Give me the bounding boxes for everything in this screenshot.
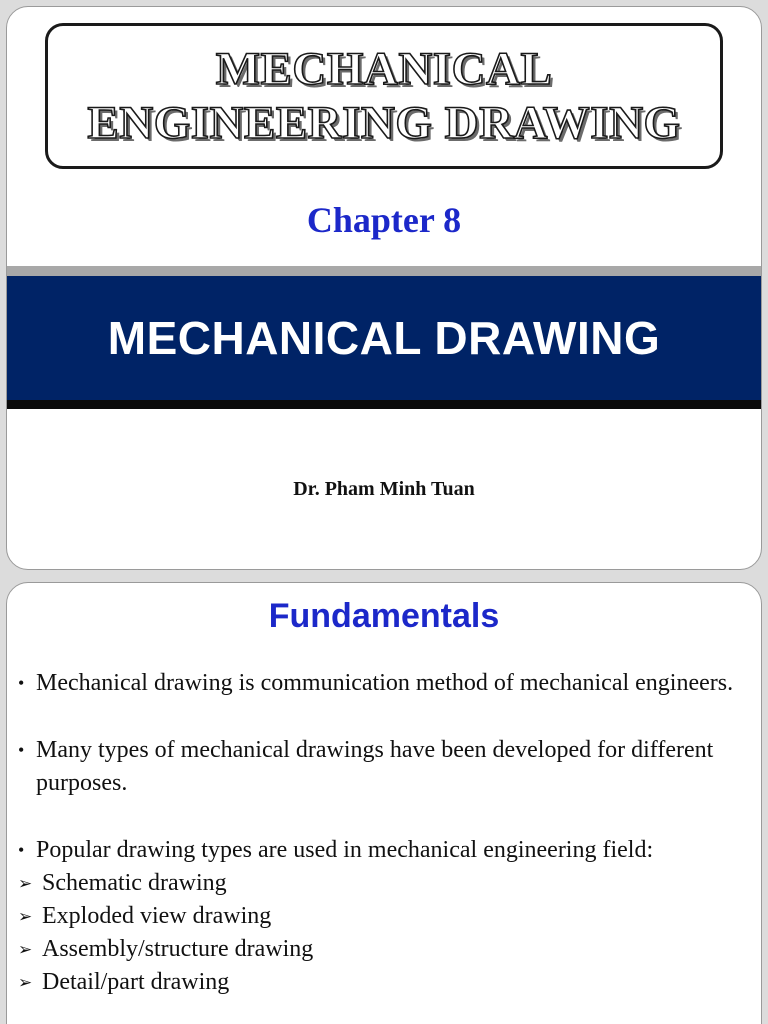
title-band <box>7 276 761 400</box>
slide-fundamentals <box>6 582 762 1024</box>
bullet-dot-icon: • <box>18 673 25 693</box>
course-title-line-2: ENGINEERING DRAWING <box>87 97 681 149</box>
black-divider <box>7 400 761 409</box>
chapter-title: MECHANICAL DRAWING <box>107 312 661 364</box>
chapter-label: Chapter 8 <box>306 200 462 240</box>
slide-title <box>6 6 762 570</box>
arrow-bullet-icon: ➢ <box>18 940 33 959</box>
bullet-item <box>18 667 748 700</box>
list-item <box>18 867 748 900</box>
bullet-dot-icon: • <box>18 840 25 860</box>
list-item-text: Schematic drawing <box>42 870 227 896</box>
section-heading: Fundamentals <box>268 597 500 635</box>
gray-divider <box>7 266 761 276</box>
slide-content <box>18 667 748 999</box>
arrow-bullet-icon: ➢ <box>18 907 33 926</box>
list-item <box>18 900 748 933</box>
bullet-text: Many types of mechanical drawings have been developed for different purposes. <box>36 737 714 796</box>
bullet-dot-icon: • <box>18 740 25 760</box>
list-item-text: Detail/part drawing <box>42 969 230 995</box>
course-title-box <box>45 23 723 169</box>
list-item <box>18 933 748 966</box>
list-item <box>18 966 748 999</box>
bullet-item <box>18 834 748 867</box>
author-name: Dr. Pham Minh Tuan <box>293 478 475 500</box>
bullet-item <box>18 734 748 800</box>
bullet-text: Mechanical drawing is communication method of mechanical engineers. <box>36 670 734 696</box>
arrow-bullet-icon: ➢ <box>18 973 33 992</box>
arrow-bullet-icon: ➢ <box>18 874 33 893</box>
course-title-line-1: MECHANICAL <box>215 43 553 95</box>
list-item-text: Exploded view drawing <box>42 903 272 929</box>
list-item-text: Assembly/structure drawing <box>42 936 314 962</box>
bullet-text: Popular drawing types are used in mechanical engineering field: <box>36 837 654 863</box>
